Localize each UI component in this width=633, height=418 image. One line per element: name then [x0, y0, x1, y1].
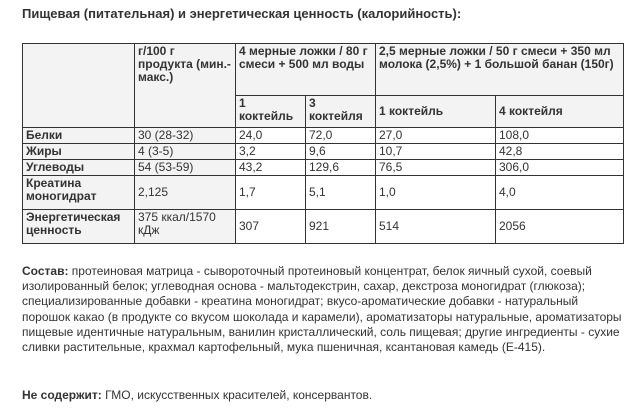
cell-value: 42,8 — [496, 144, 624, 160]
table-row — [23, 160, 624, 176]
composition-paragraph — [22, 264, 622, 355]
cell-value: 72,0 — [306, 128, 376, 144]
header-group-water: 4 мерные ложки / 80 г смеси + 500 мл воды — [236, 44, 376, 96]
row-label: Жиры — [23, 144, 135, 160]
row-range: 54 (53-59) — [135, 160, 236, 176]
cell-value: 2056 — [496, 210, 624, 244]
cell-value: 76,5 — [376, 160, 496, 176]
cell-value: 108,0 — [496, 128, 624, 144]
excludes-text: ГМО, искусственных красителей, консервантов. — [101, 388, 373, 402]
subheader-3-cocktails: 3 коктейля — [306, 96, 376, 128]
table-row — [23, 176, 624, 210]
header-group-milk: 2,5 мерные ложки / 50 г смеси + 350 мл молока (2,5%) + 1 большой банан (150г) — [376, 44, 624, 96]
excludes-label: Не содержит: — [22, 388, 102, 402]
page-title: Пищевая (питательная) и энергетическая ценность (калорийность): — [22, 6, 462, 21]
cell-value: 307 — [236, 210, 306, 244]
cell-value: 1,0 — [376, 176, 496, 210]
cell-value: 27,0 — [376, 128, 496, 144]
table-header-row — [23, 44, 624, 96]
row-label: Креатина моногидрат — [23, 176, 135, 210]
cell-value: 5,1 — [306, 176, 376, 210]
cell-value: 921 — [306, 210, 376, 244]
composition-label: Состав: — [22, 264, 69, 278]
composition-text: протеиновая матрица - сывороточный протеиновый концентрат, белок яичный сухой, соевый изолированный белок; углеводная основа - мальтодекстрин, сахар, декстроза моногидрат (глюкоза); специализированные добавки - креатина моногидрат; вкусо-ароматические добавки - натуральный порошок какао (в продукте со вкусом шоколада и карамели), ароматизаторы натуральные, ароматизаторы пищевые идентичные натуральным, ванилин кристаллический, соль пищевая; другие ингредиенты - сухие сливки растительные, крахмал картофельный, мука пшеничная, ксантановая камедь (Е-415). — [22, 264, 622, 355]
table-row — [23, 128, 624, 144]
header-corner-cell — [23, 44, 135, 128]
row-range: 4 (3-5) — [135, 144, 236, 160]
row-range: 30 (28-32) — [135, 128, 236, 144]
excludes-paragraph — [22, 388, 622, 403]
subheader-1-cocktail: 1 коктейль — [236, 96, 306, 128]
row-range: 2,125 — [135, 176, 236, 210]
cell-value: 514 — [376, 210, 496, 244]
cell-value: 1,7 — [236, 176, 306, 210]
subheader-4-cocktails: 4 коктейля — [496, 96, 624, 128]
cell-value: 24,0 — [236, 128, 306, 144]
table-row — [23, 144, 624, 160]
cell-value: 43,2 — [236, 160, 306, 176]
row-range: 375 ккал/1570 кДж — [135, 210, 236, 244]
cell-value: 4,0 — [496, 176, 624, 210]
row-label: Белки — [23, 128, 135, 144]
cell-value: 3,2 — [236, 144, 306, 160]
header-per100: г/100 г продукта (мин.-макс.) — [135, 44, 236, 128]
cell-value: 9,6 — [306, 144, 376, 160]
nutrition-table — [22, 43, 624, 244]
row-label: Энергетическая ценность — [23, 210, 135, 244]
cell-value: 306,0 — [496, 160, 624, 176]
cell-value: 129,6 — [306, 160, 376, 176]
cell-value: 10,7 — [376, 144, 496, 160]
table-row — [23, 210, 624, 244]
subheader-1-cocktail-milk: 1 коктейль — [376, 96, 496, 128]
row-label: Углеводы — [23, 160, 135, 176]
